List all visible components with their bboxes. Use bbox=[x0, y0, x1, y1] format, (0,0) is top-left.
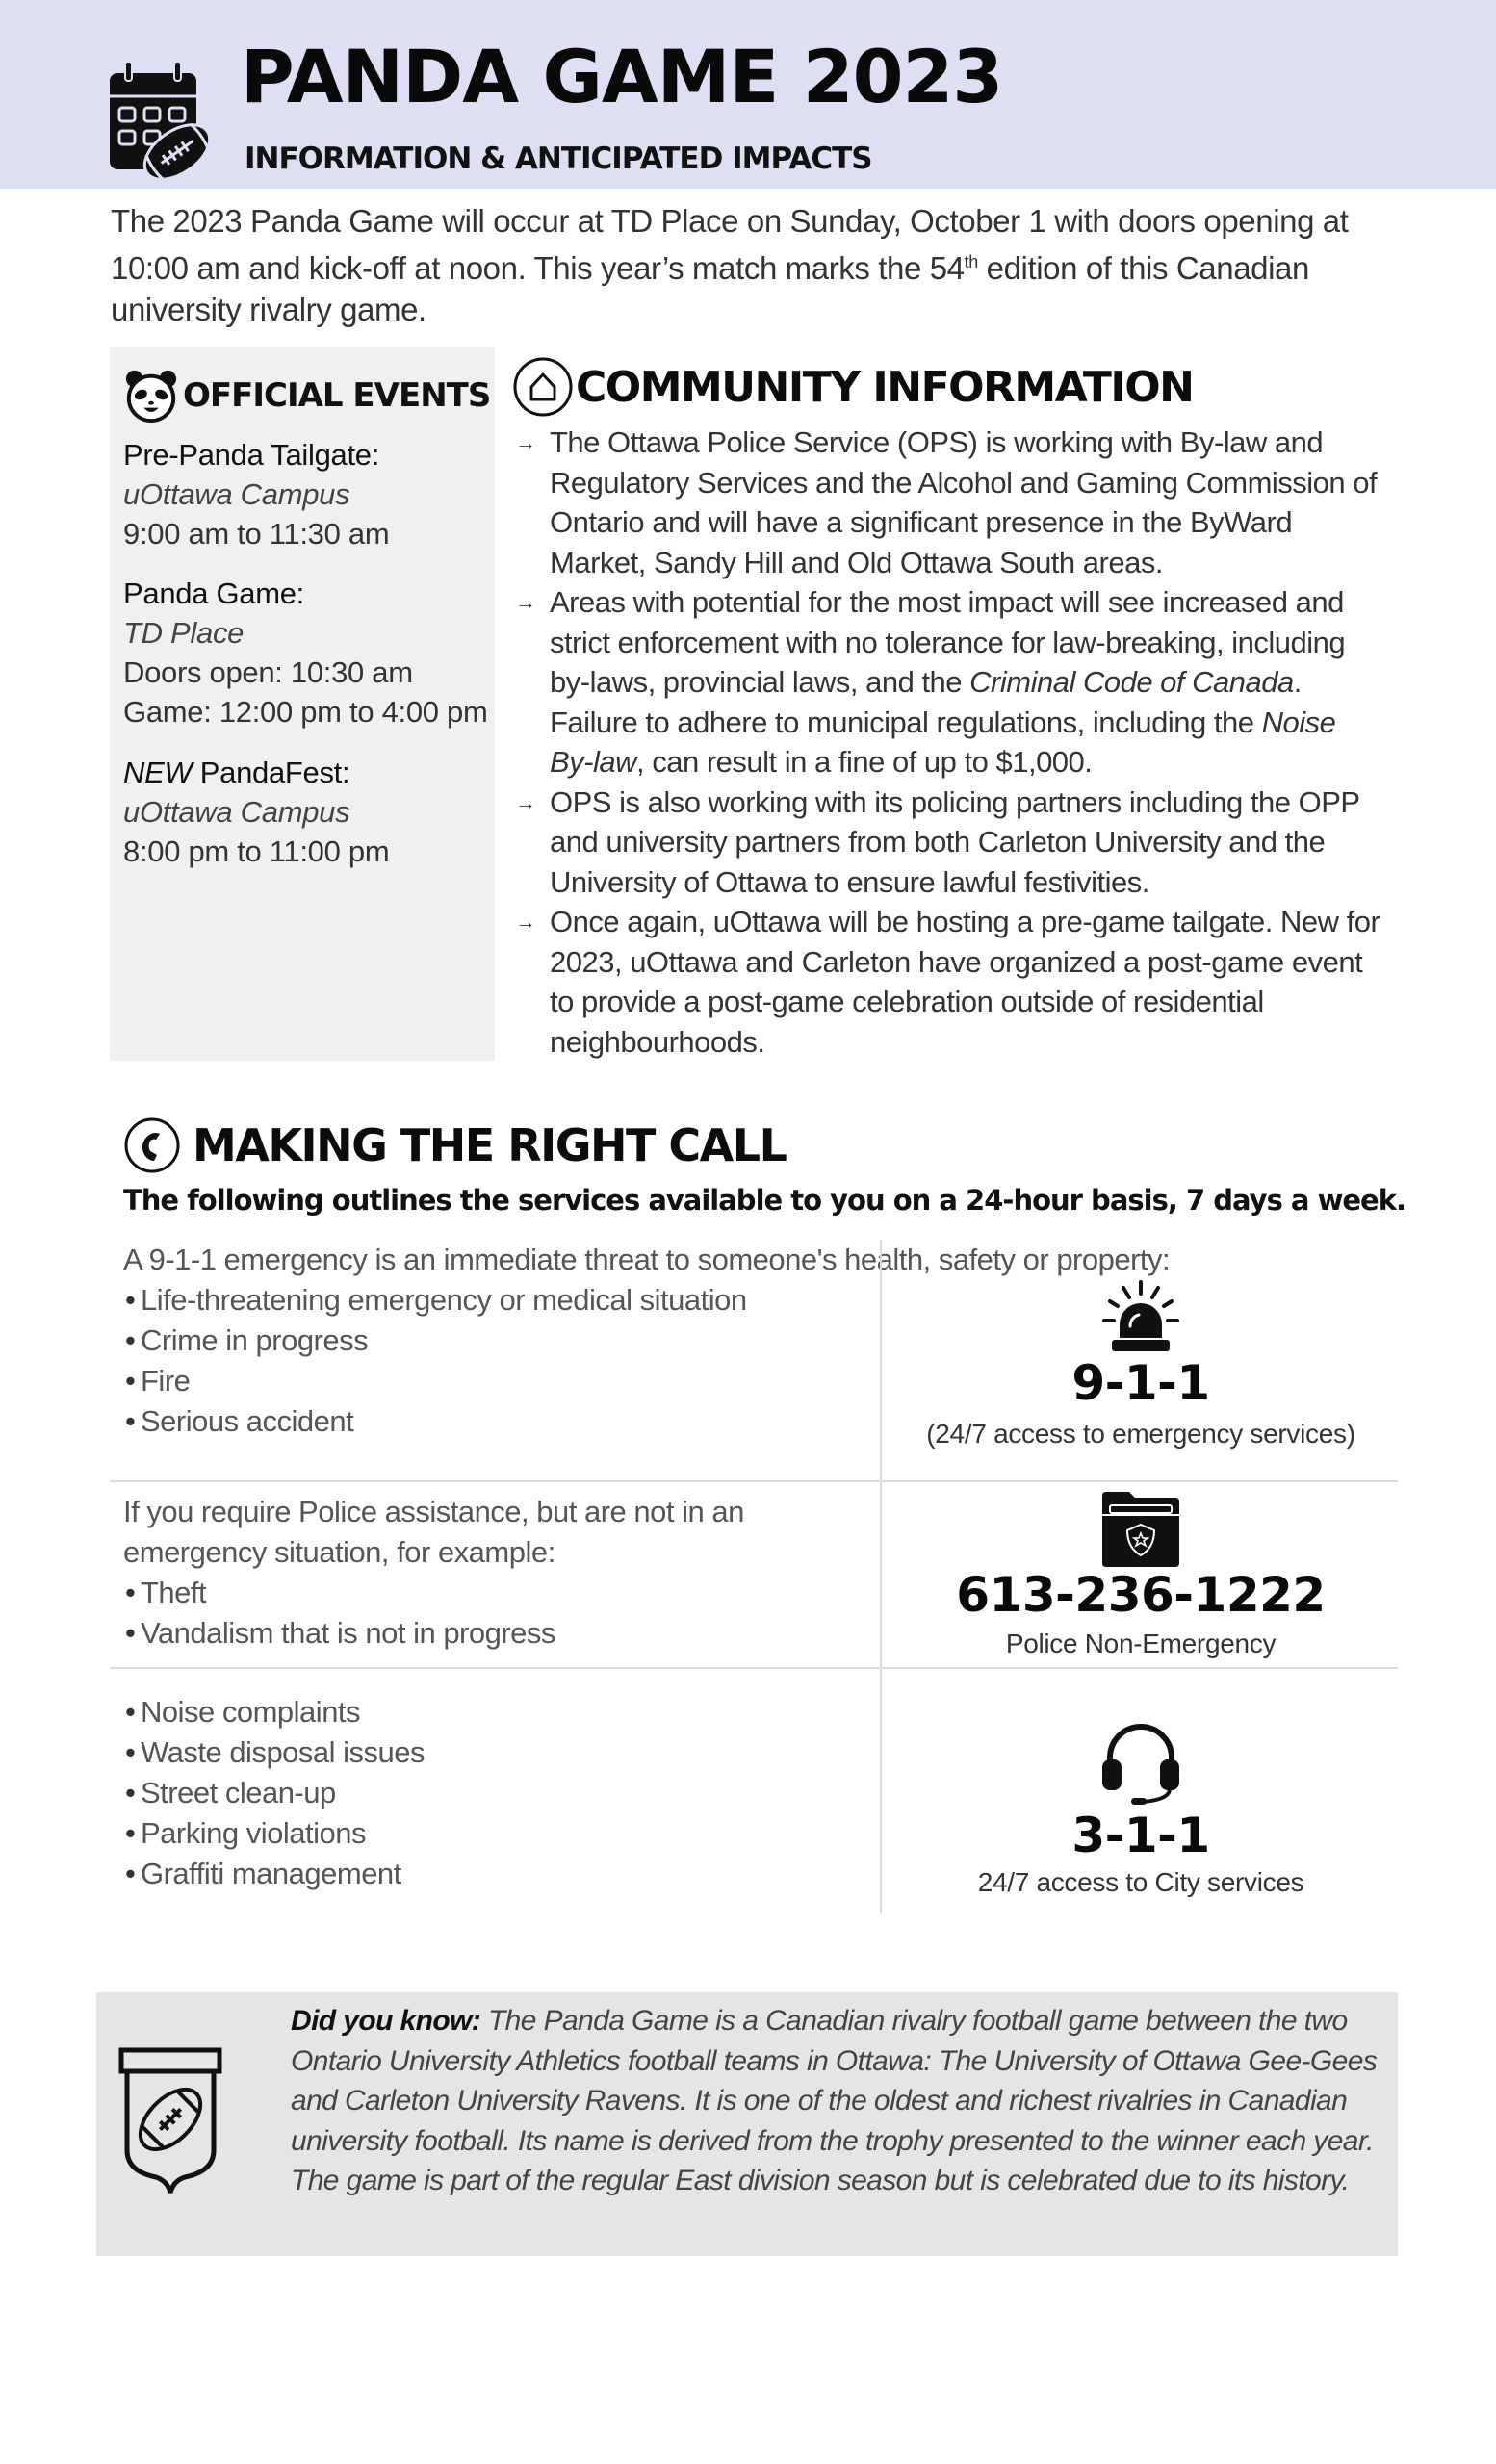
header-band bbox=[0, 0, 1496, 189]
service-number[interactable]: 9-1-1 bbox=[1071, 1355, 1210, 1411]
service-caption: 24/7 access to City services bbox=[977, 1867, 1304, 1897]
community-title: COMMUNITY INFORMATION bbox=[576, 362, 1194, 412]
arrow-icon: → bbox=[515, 789, 536, 814]
event-item bbox=[123, 753, 389, 871]
service-example: • Graffiti management bbox=[123, 1854, 425, 1894]
panda-icon bbox=[123, 368, 179, 424]
event-name bbox=[123, 753, 389, 792]
item-text: Once again, uOttawa will be hosting a pre-game tailgate. New for 2023, uOttawa and Carleton have organized a post-game event to provide a post-game celebration outside of residential neighbourhoods. bbox=[550, 905, 1380, 1059]
event-name-text: Panda Game: bbox=[123, 577, 304, 610]
event-location: TD Place bbox=[123, 616, 245, 650]
event-time: Doors open: 10:30 am bbox=[123, 655, 413, 689]
service-example: • Vandalism that is not in progress bbox=[123, 1613, 778, 1654]
community-list-item bbox=[515, 783, 1381, 903]
page-subtitle: INFORMATION & ANTICIPATED IMPACTS bbox=[245, 141, 872, 176]
service-example: • Theft bbox=[123, 1573, 778, 1613]
siren-icon bbox=[1096, 1278, 1185, 1355]
service-number[interactable]: 3-1-1 bbox=[1071, 1808, 1210, 1863]
service-example: • Serious accident bbox=[123, 1401, 1170, 1442]
service-example: • Noise complaints bbox=[123, 1692, 425, 1732]
event-item bbox=[123, 435, 389, 553]
police-folder-icon bbox=[1100, 1490, 1181, 1567]
service-intro: A 9-1-1 emergency is an immediate threat to someone's health, safety or property: bbox=[123, 1243, 1171, 1276]
event-name bbox=[123, 574, 488, 613]
services-table bbox=[110, 1240, 1398, 1913]
event-time: 8:00 pm to 11:00 pm bbox=[123, 834, 390, 868]
did-you-know-body: The Panda Game is a Canadian rivalry football game between the two Ontario University Athletics football teams in Ottawa: The University of Ottawa Gee-Gees and Carleton University Ravens. It is one of the oldest and richest rivalries in Canadian university football. Its name is derived from the trophy presented to the winner each year. The game is part of the regular East division season but is celebrated due to its history. bbox=[291, 2005, 1378, 2196]
item-text: Areas with potential for the most impact will see increased and strict enforcement with no tolerance for law-breaking, including by-laws, provincial laws, and the bbox=[550, 585, 1346, 699]
item-text: . Failure to adhere to municipal regulations, including the bbox=[550, 665, 1302, 739]
item-text-italic: Noise By-law bbox=[550, 705, 1336, 779]
intro-paragraph bbox=[111, 200, 1362, 330]
item-text: OPS is also working with its policing partners including the OPP and university partners from both Carleton University and the University of Ottawa to ensure lawful festivities. bbox=[550, 784, 1360, 899]
service-row bbox=[110, 1240, 1398, 1482]
event-name bbox=[123, 435, 389, 475]
event-time: Game: 12:00 pm to 4:00 pm bbox=[123, 695, 488, 729]
service-description bbox=[123, 1492, 778, 1654]
intro-text-part1: The 2023 Panda Game will occur at TD Place on Sunday, October 1 with doors opening at 10:00 am and kick-off at noon. This year’s match marks the 54 bbox=[111, 203, 1349, 286]
service-caption: (24/7 access to emergency services) bbox=[926, 1419, 1355, 1449]
event-prefix: NEW bbox=[123, 756, 193, 789]
right-call-subtitle: The following outlines the services available to you on a 24-hour basis, 7 days a week. bbox=[123, 1184, 1406, 1217]
community-heading bbox=[512, 356, 1193, 418]
event-name-text: PandaFest: bbox=[192, 756, 350, 789]
did-you-know-panel bbox=[96, 1992, 1398, 2256]
intro-superscript: th bbox=[964, 252, 978, 271]
arrow-icon: → bbox=[515, 430, 536, 454]
calendar-football-icon bbox=[108, 60, 214, 185]
phone-icon bbox=[123, 1116, 181, 1174]
service-contact bbox=[880, 1482, 1400, 1667]
service-row bbox=[110, 1669, 1398, 1913]
item-text: The Ottawa Police Service (OPS) is working with By-law and Regulatory Services and the Alcohol and Gaming Commission of Ontario and will have a significant presence in the ByWard Market, Sandy Hill and Old Ottawa South areas. bbox=[550, 425, 1378, 579]
service-example: • Crime in progress bbox=[123, 1321, 1170, 1361]
football-shield-icon bbox=[117, 2044, 223, 2198]
house-icon bbox=[512, 356, 574, 418]
event-item bbox=[123, 574, 488, 732]
service-intro: If you require Police assistance, but are not in an emergency situation, for example: bbox=[123, 1495, 744, 1569]
community-list-item bbox=[515, 902, 1381, 1062]
service-description bbox=[123, 1692, 425, 1894]
official-events-panel bbox=[110, 346, 495, 1061]
service-example: • Waste disposal issues bbox=[123, 1732, 425, 1773]
service-example: • Street clean-up bbox=[123, 1773, 425, 1813]
community-list-item bbox=[515, 423, 1381, 582]
arrow-icon: → bbox=[515, 910, 536, 934]
did-you-know-text bbox=[291, 2001, 1379, 2201]
service-example: • Fire bbox=[123, 1361, 1170, 1401]
event-location: uOttawa Campus bbox=[123, 477, 350, 511]
community-list bbox=[515, 423, 1381, 1062]
event-name-text: Pre-Panda Tailgate: bbox=[123, 438, 380, 472]
event-time: 9:00 am to 11:30 am bbox=[123, 517, 390, 551]
service-caption: Police Non-Emergency bbox=[1005, 1629, 1277, 1658]
service-contact bbox=[880, 1240, 1400, 1480]
official-events-heading bbox=[123, 368, 490, 424]
did-you-know-lead: Did you know: bbox=[291, 2005, 481, 2037]
event-location: uOttawa Campus bbox=[123, 795, 350, 829]
arrow-icon: → bbox=[515, 590, 536, 614]
community-list-item bbox=[515, 582, 1381, 783]
page-title: PANDA GAME 2023 bbox=[241, 34, 1003, 119]
official-events-title: OFFICIAL EVENTS bbox=[183, 376, 491, 415]
service-row bbox=[110, 1482, 1398, 1669]
right-call-title: MAKING THE RIGHT CALL bbox=[193, 1119, 787, 1171]
item-text: , can result in a fine of up to $1,000. bbox=[636, 745, 1093, 779]
right-call-heading bbox=[123, 1116, 786, 1174]
service-number[interactable]: 613-236-1222 bbox=[956, 1567, 1326, 1623]
service-example: • Life-threatening emergency or medical situation bbox=[123, 1280, 1170, 1321]
service-example: • Parking violations bbox=[123, 1813, 425, 1854]
intro-text-part2: edition of this Canadian university rivalry game. bbox=[111, 250, 1309, 327]
item-text-italic: Criminal Code of Canada bbox=[969, 665, 1294, 699]
headset-icon bbox=[1095, 1717, 1187, 1808]
service-contact bbox=[880, 1669, 1400, 1913]
